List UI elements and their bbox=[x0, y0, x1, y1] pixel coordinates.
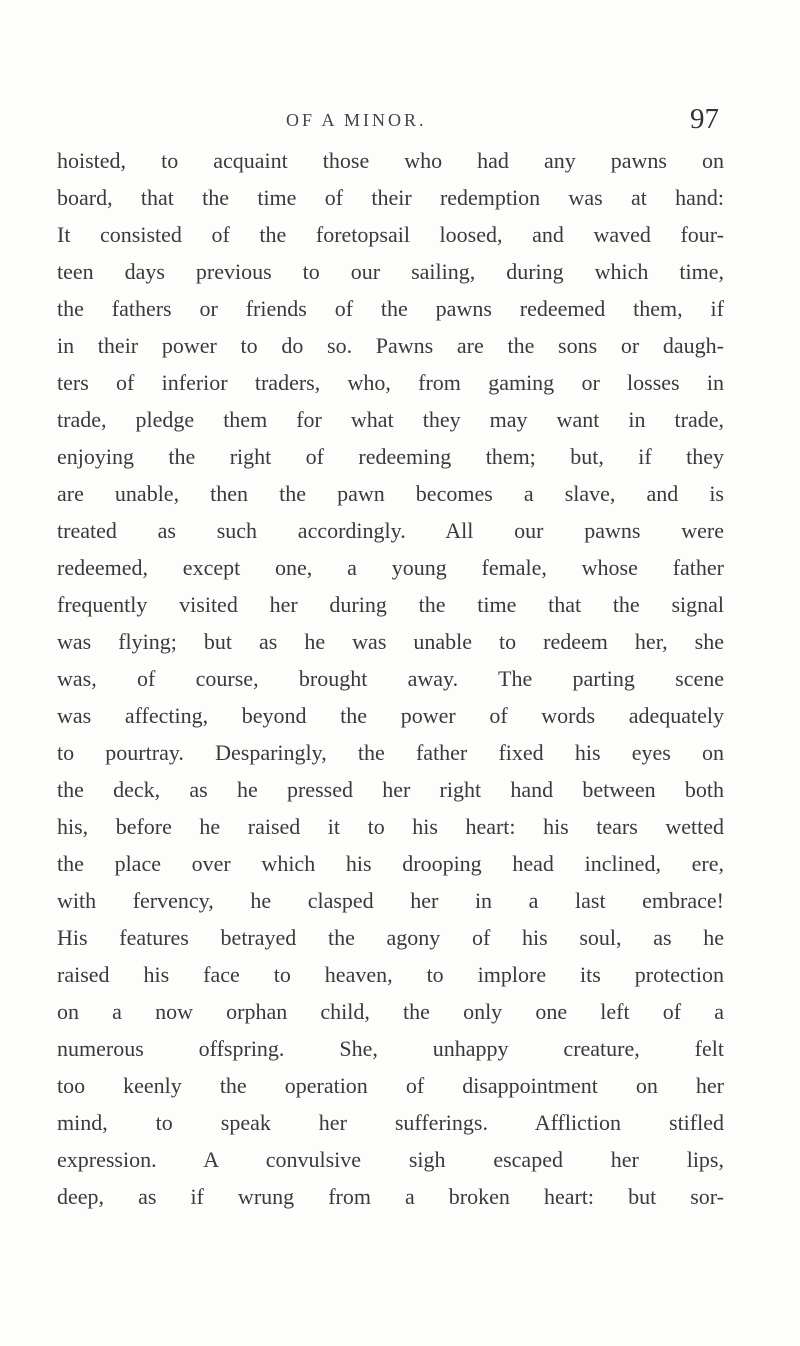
text-line: hoisted, to acquaint those who had any pawns on bbox=[57, 148, 724, 173]
text-line: with fervency, he clasped her in a last embrace! bbox=[57, 888, 724, 913]
text-line: trade, pledge them for what they may want in trade, bbox=[57, 407, 724, 432]
text-line: the deck, as he pressed her right hand between both bbox=[57, 777, 724, 802]
text-line: treated as such accordingly. All our pawns were bbox=[57, 518, 724, 543]
text-line: raised his face to heaven, to implore its protection bbox=[57, 962, 724, 987]
text-line: too keenly the operation of disappointment on her bbox=[57, 1073, 724, 1098]
text-line: in their power to do so. Pawns are the sons or daugh- bbox=[57, 333, 724, 358]
text-line: the fathers or friends of the pawns redeemed them, if bbox=[57, 296, 724, 321]
text-line: enjoying the right of redeeming them; but, if they bbox=[57, 444, 724, 469]
text-line: on a now orphan child, the only one left of a bbox=[57, 999, 724, 1024]
running-head: OF A MINOR. bbox=[286, 110, 427, 130]
text-line: His features betrayed the agony of his soul, as he bbox=[57, 925, 724, 950]
text-line: teen days previous to our sailing, during which time, bbox=[57, 259, 724, 284]
text-line: his, before he raised it to his heart: his tears wetted bbox=[57, 814, 724, 839]
text-line: board, that the time of their redemption was at hand: bbox=[57, 185, 724, 210]
text-line: to pourtray. Desparingly, the father fixed his eyes on bbox=[57, 740, 724, 765]
body-text bbox=[57, 142, 724, 1215]
page-number: 97 bbox=[690, 103, 719, 135]
text-line: was affecting, beyond the power of words adequately bbox=[57, 703, 724, 728]
text-line: deep, as if wrung from a broken heart: but sor- bbox=[57, 1184, 724, 1209]
text-line: redeemed, except one, a young female, whose father bbox=[57, 555, 724, 580]
text-line: was flying; but as he was unable to redeem her, she bbox=[57, 629, 724, 654]
text-line: mind, to speak her sufferings. Affliction stifled bbox=[57, 1110, 724, 1135]
text-line: frequently visited her during the time that the signal bbox=[57, 592, 724, 617]
text-line: ters of inferior traders, who, from gaming or losses in bbox=[57, 370, 724, 395]
text-line: It consisted of the foretopsail loosed, and waved four- bbox=[57, 222, 724, 247]
text-line: are unable, then the pawn becomes a slave, and is bbox=[57, 481, 724, 506]
text-line: the place over which his drooping head inclined, ere, bbox=[57, 851, 724, 876]
text-line: numerous offspring. She, unhappy creature, felt bbox=[57, 1036, 724, 1061]
text-line: expression. A convulsive sigh escaped her lips, bbox=[57, 1147, 724, 1172]
text-line: was, of course, brought away. The parting scene bbox=[57, 666, 724, 691]
